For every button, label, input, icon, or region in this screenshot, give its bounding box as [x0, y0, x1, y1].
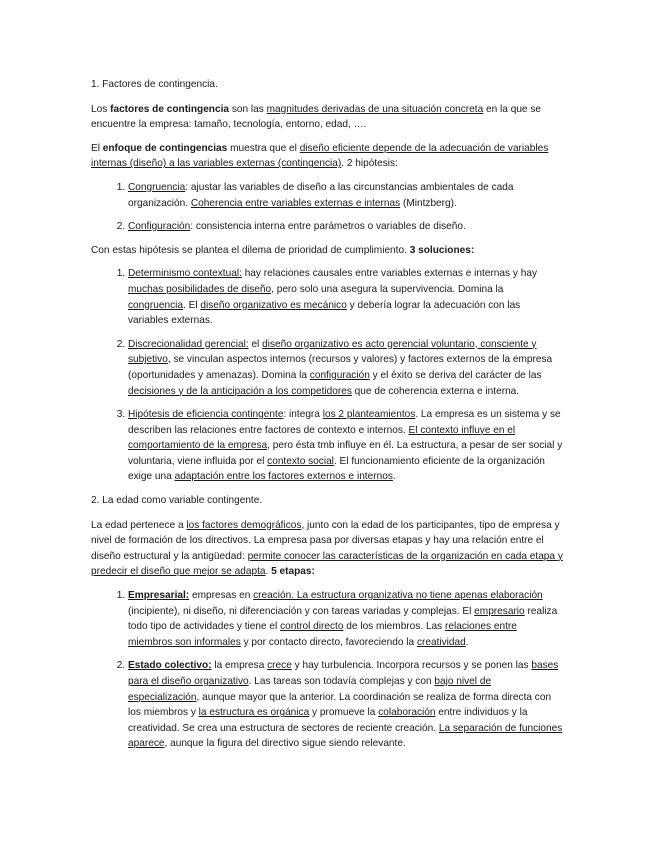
list-item-empresarial: 1. Empresarial: empresas en creación. La estructura organizativa no tiene apenas elaboración (incipiente), ni diseño, ni diferenciación y con tareas variadas y complejas. El empresario realiza todo tipo de actividades y tiene el control directo de los miembros. Las relaciones entre miembros son informales y por contacto directo, favoreciendo la creatividad.: [128, 588, 563, 650]
list-item-configuracion: 2. Configuración: consistencia interna entre parámetros o variables de diseño.: [128, 219, 563, 235]
hypotheses-list: [91, 180, 563, 235]
stages-list: [91, 588, 563, 752]
list-item-eficiencia: 3. Hipótesis de eficiencia contingente: integra los 2 planteamientos. La empresa es un sistema y se describen las relaciones entre factores de contexto e internos. El contexto influye en el comportamiento de la empresa, pero ésta tmb influye en él. La estructura, a pesar de ser social y voluntaria, viene influida por el contexto social. El funcionamiento eficiente de la organización exige una adaptación entre los factores externos e internos.: [128, 407, 563, 485]
document-page: [91, 77, 563, 760]
paragraph-dilema: Con estas hipótesis se plantea el dilema de prioridad de cumplimiento. 3 soluciones:: [91, 244, 475, 256]
paragraph-enfoque: El enfoque de contingencias muestra que el diseño eficiente depende de la adecuación de variables internas (diseño) a las variables externas (contingencia). 2 hipótesis:: [91, 142, 549, 170]
paragraph-factores: Los factores de contingencia son las magnitudes derivadas de una situación concreta en la que se encuentre la empresa: tamaño, tecnología, entorno, edad, ….: [91, 103, 542, 131]
list-item-estado-colectivo: 2. Estado colectivo: la empresa crece y hay turbulencia. Incorpora recursos y se ponen las bases para el diseño organizativo. Las tareas son todavía complejas y con bajo nivel de especialización, aunque mayor que la anterior. La coordinación se realiza de forma directa con los miembros y la estructura es orgánica y promueve la colaboración entre individuos y la creatividad. Se crea una estructura de sectores de reciente creación. La separación de funciones aparece, aunque la figura del directivo sigue siendo relevante.: [128, 658, 563, 752]
list-item-congruencia: 1. Congruencia: ajustar las variables de diseño a las circunstancias ambientales de cada organización. Coherencia entre variables externas e internas (Mintzberg).: [128, 180, 563, 211]
paragraph-edad: La edad pertenece a los factores demográficos, junto con la edad de los participantes, tipo de empresa y nivel de formación de los directivos. La empresa pasa por diversas etapas y hay una relación entre el diseño estructural y la antigüedad: permite conocer las características de la organización en cada etapa y predecir el diseño que mejor se adapta. 5 etapas:: [91, 519, 563, 578]
section-heading-1: 1. Factores de contingencia.: [91, 79, 218, 90]
list-item-determinismo: 1. Determinismo contextual: hay relaciones causales entre variables externas e internas y hay muchas posibilidades de diseño, pero solo una asegura la supervivencia. Domina la congruencia. El diseño organizativo es mecánico y debería lograr la adecuación con las variables externas.: [128, 266, 563, 328]
section-heading-2: 2. La edad como variable contingente.: [91, 495, 263, 507]
list-item-discrecionalidad: 2. Discrecionalidad gerencial: el diseño organizativo es acto gerencial voluntario, consciente y subjetivo, se vinculan aspectos internos (recursos y valores) y factores externos de la empresa (oportunidades y amenazas). Domina la configuración y el éxito se deriva del carácter de las decisiones y de la anticipación a los competidores que de coherencia externa e interna.: [128, 337, 563, 399]
solutions-list: [91, 266, 563, 485]
